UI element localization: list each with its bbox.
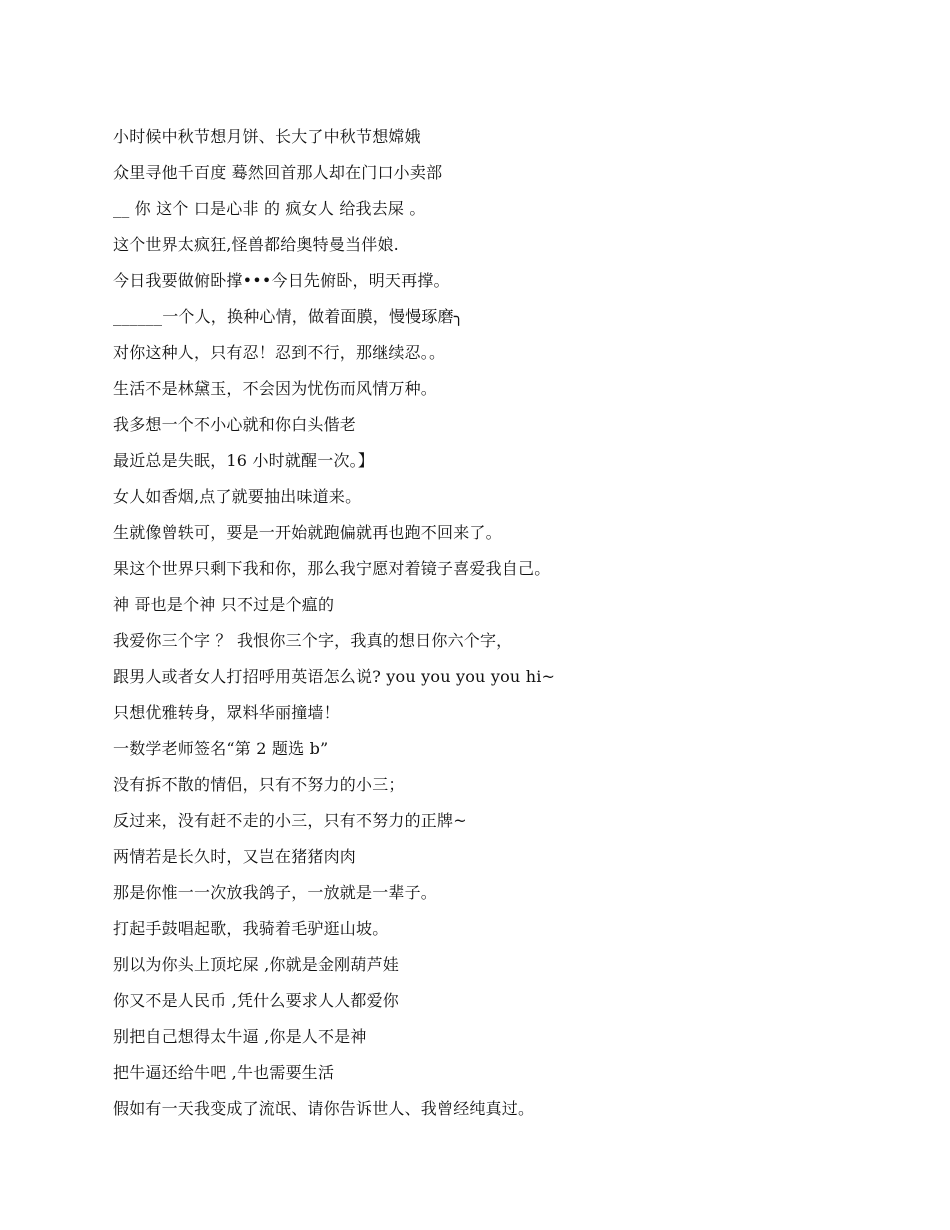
text-line: 今日我要做俯卧撑•••今日先俯卧，明天再撑。 <box>113 271 450 290</box>
text-line: 生就像曾轶可，要是一开始就跑偏就再也跑不回来了。 <box>113 523 502 542</box>
text-line: 两情若是长久时，又岂在猪猪肉肉 <box>113 847 357 866</box>
text-line: 反过来，没有赶不走的小三，只有不努力的正牌~ <box>113 811 467 830</box>
text-line: 跟男人或者女人打招呼用英语怎么说? you you you you hi~ <box>113 667 556 686</box>
text-line: 打起手鼓唱起歌，我骑着毛驴逛山坡。 <box>113 919 389 938</box>
text-line: 把牛逼还给牛吧 ,牛也需要生活 <box>113 1063 335 1082</box>
text-line: 果这个世界只剩下我和你，那么我宁愿对着镜子喜爱我自己。 <box>113 559 551 578</box>
text-line: ______一个人，换种心情，做着面膜，慢慢琢磨╮ <box>113 307 464 326</box>
text-line: 你又不是人民币 ,凭什么要求人人都爱你 <box>113 991 399 1010</box>
text-line: 女人如香烟,点了就要抽出味道来。 <box>113 487 362 506</box>
text-line: 我多想一个不小心就和你白头偕老 <box>113 415 357 434</box>
text-line: 这个世界太疯狂,怪兽都给奥特曼当伴娘. <box>113 235 399 254</box>
text-line: __ 你 这个 口是心非 的 疯女人 给我去屎 。 <box>113 199 426 218</box>
text-line: 没有拆不散的情侣，只有不努力的小三； <box>113 775 405 794</box>
text-line: 对你这种人，只有忍！忍到不行，那继续忍。。 <box>113 343 446 362</box>
text-line: 一数学老师签名“第 2 题选 b” <box>113 739 329 758</box>
text-line: 只想优雅转身，眾料华丽撞墙！ <box>113 703 340 722</box>
text-line: 神 哥也是个神 只不过是个瘟的 <box>113 595 335 614</box>
text-line: 众里寻他千百度 蓦然回首那人却在门口小卖部 <box>113 163 443 182</box>
text-line: 假如有一天我变成了流氓、请你告诉世人、我曾经纯真过。 <box>113 1099 535 1118</box>
text-line: 别把自己想得太牛逼 ,你是人不是神 <box>113 1027 367 1046</box>
text-line: 那是你惟一一次放我鸽子，一放就是一辈子。 <box>113 883 438 902</box>
text-line: 最近总是失眠，16 小时就醒一次。】 <box>113 451 375 470</box>
text-line: 我爱你三个字 ？ 我恨你三个字，我真的想日你六个字， <box>113 631 513 650</box>
text-line: 小时候中秋节想月饼、长大了中秋节想嫦娥 <box>113 127 421 146</box>
text-line: 生活不是林黛玉，不会因为忧伤而风情万种。 <box>113 379 438 398</box>
text-line: 别以为你头上顶坨屎 ,你就是金刚葫芦娃 <box>113 955 399 974</box>
document-body <box>113 122 873 1130</box>
